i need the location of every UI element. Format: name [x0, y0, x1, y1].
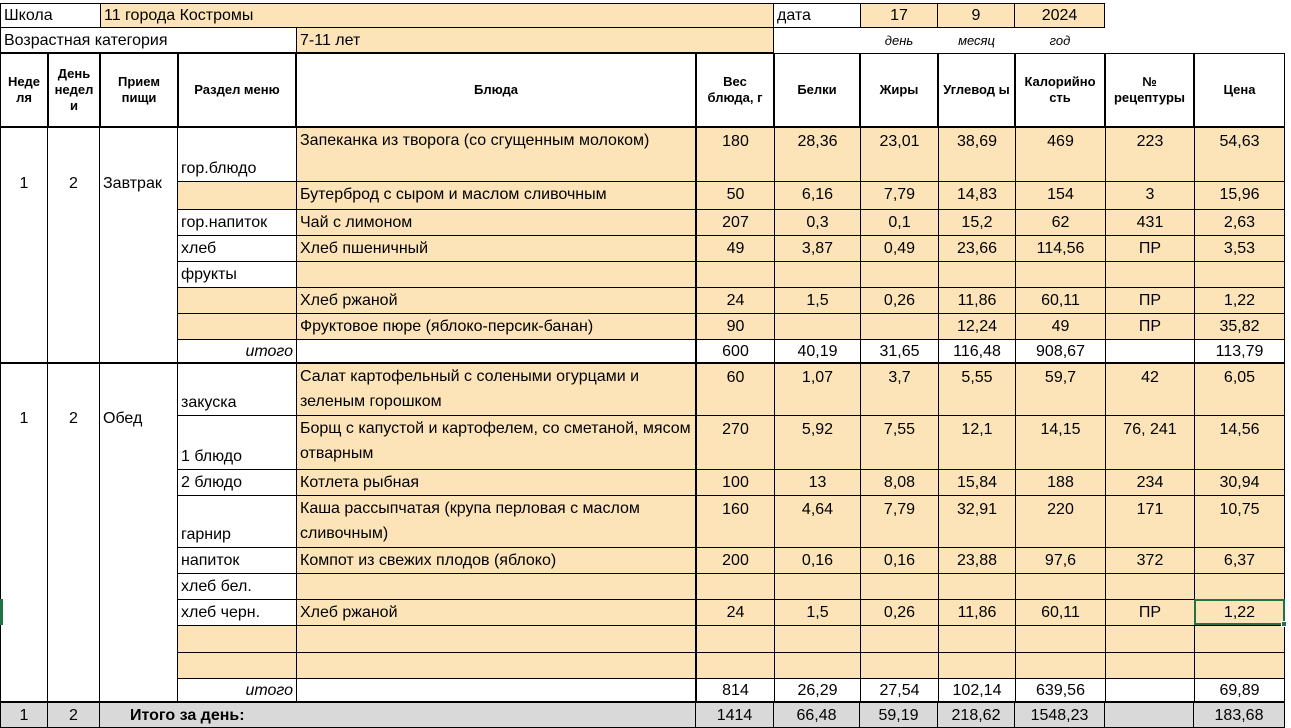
column-header-meal[interactable]: Прием пищи [100, 53, 178, 127]
subtotal-price-cell[interactable]: 69,89 [1194, 678, 1285, 702]
fat-cell[interactable]: 0,1 [860, 209, 938, 235]
day-total-fat-cell[interactable]: 59,19 [860, 702, 938, 728]
carbs-cell[interactable] [938, 652, 1015, 678]
section-cell[interactable] [178, 181, 296, 209]
age-value-cell[interactable]: 7-11 лет [296, 28, 774, 53]
calories-cell[interactable]: 97,6 [1015, 547, 1105, 573]
dish-cell[interactable]: Фруктовое пюре (яблоко-персик-банан) [296, 313, 696, 339]
calories-cell[interactable]: 220 [1015, 495, 1105, 547]
dish-cell[interactable]: Салат картофельный с солеными огурцами и зеленым горошком [296, 363, 696, 415]
dish-cell[interactable]: Хлеб ржаной [296, 287, 696, 313]
year-caption-cell[interactable]: год [1049, 32, 1071, 48]
weight-cell[interactable] [696, 573, 774, 599]
day-total-protein-cell[interactable]: 66,48 [774, 702, 860, 728]
recipe-cell[interactable] [1105, 261, 1194, 287]
weight-cell[interactable]: 90 [696, 313, 774, 339]
fat-cell[interactable] [860, 625, 938, 652]
subtotal-fat-cell[interactable]: 27,54 [860, 678, 938, 702]
day-total-price-cell[interactable]: 183,68 [1194, 702, 1285, 728]
price-cell[interactable]: 1,22 [1194, 599, 1285, 625]
subtotal-carbs-cell[interactable]: 102,14 [938, 678, 1015, 702]
price-cell[interactable]: 54,63 [1194, 127, 1285, 181]
carbs-cell[interactable]: 38,69 [938, 127, 1015, 181]
price-cell[interactable]: 3,53 [1194, 235, 1285, 261]
merged-cell-text: 2 [69, 409, 78, 427]
fat-cell[interactable] [860, 573, 938, 599]
dish-cell[interactable] [296, 625, 696, 652]
selected-cell-outline [1194, 599, 1285, 625]
weight-cell[interactable]: 50 [696, 181, 774, 209]
column-header-day-of-week[interactable]: День недел и [48, 53, 100, 127]
carbs-cell[interactable]: 11,86 [938, 599, 1015, 625]
protein-cell[interactable]: 1,07 [774, 363, 860, 415]
carbs-cell[interactable] [938, 261, 1015, 287]
fat-cell[interactable]: 0,49 [860, 235, 938, 261]
subtotal-protein-cell[interactable]: 40,19 [774, 339, 860, 363]
carbs-cell[interactable]: 23,88 [938, 547, 1015, 573]
dish-cell[interactable]: Запеканка из творога (со сгущенным молоком) [296, 127, 696, 181]
calories-cell[interactable]: 60,11 [1015, 287, 1105, 313]
weight-cell[interactable]: 207 [696, 209, 774, 235]
subtotal-recipe-cell[interactable] [1105, 339, 1194, 363]
weight-cell[interactable] [696, 652, 774, 678]
recipe-cell[interactable]: 372 [1105, 547, 1194, 573]
date-month-cell[interactable]: 9 [938, 3, 1015, 28]
calories-cell[interactable] [1015, 573, 1105, 599]
subtotal-recipe-cell[interactable] [1105, 678, 1194, 702]
weight-cell[interactable] [696, 261, 774, 287]
breakfast-week-cell[interactable] [0, 127, 48, 363]
recipe-cell[interactable]: ПР [1105, 235, 1194, 261]
breakfast-meal-cell[interactable] [100, 127, 178, 363]
protein-cell[interactable] [774, 625, 860, 652]
merged-cell-text: 2 [69, 174, 78, 192]
recipe-cell[interactable]: 76, 241 [1105, 415, 1194, 469]
fat-cell[interactable] [860, 261, 938, 287]
carbs-cell[interactable]: 23,66 [938, 235, 1015, 261]
recipe-cell[interactable]: 171 [1105, 495, 1194, 547]
section-cell[interactable]: 2 блюдо [178, 469, 296, 495]
subtotal-empty-cell[interactable] [296, 339, 696, 363]
lunch-day-cell[interactable] [48, 363, 100, 702]
fat-cell[interactable]: 8,08 [860, 469, 938, 495]
day-total-calories-cell[interactable]: 1548,23 [1015, 702, 1105, 728]
fat-cell[interactable]: 7,55 [860, 415, 938, 469]
column-header-section[interactable]: Раздел меню [178, 53, 296, 127]
price-cell[interactable] [1194, 625, 1285, 652]
price-cell[interactable] [1194, 652, 1285, 678]
column-header-carbs[interactable]: Углевод ы [938, 53, 1015, 127]
subtotal-protein-cell[interactable]: 26,29 [774, 678, 860, 702]
price-cell[interactable] [1194, 573, 1285, 599]
protein-cell[interactable]: 1,5 [774, 599, 860, 625]
subtotal-calories-cell[interactable]: 639,56 [1015, 678, 1105, 702]
protein-cell[interactable]: 0,16 [774, 547, 860, 573]
protein-cell[interactable]: 4,64 [774, 495, 860, 547]
dish-cell[interactable] [296, 573, 696, 599]
date-label-cell[interactable]: дата [774, 3, 860, 28]
price-cell[interactable]: 2,63 [1194, 209, 1285, 235]
price-cell[interactable]: 6,05 [1194, 363, 1285, 415]
calories-cell[interactable]: 469 [1015, 127, 1105, 181]
merged-cell-text: Завтрак [103, 174, 162, 192]
price-cell[interactable]: 14,56 [1194, 415, 1285, 469]
price-cell[interactable]: 30,94 [1194, 469, 1285, 495]
column-header-recipe[interactable]: № рецептуры [1105, 53, 1194, 127]
protein-cell[interactable]: 0,3 [774, 209, 860, 235]
protein-cell[interactable]: 5,92 [774, 415, 860, 469]
section-cell[interactable]: закуска [178, 363, 296, 415]
carbs-cell[interactable]: 15,2 [938, 209, 1015, 235]
section-cell[interactable]: напиток [178, 547, 296, 573]
recipe-cell[interactable]: ПР [1105, 287, 1194, 313]
section-cell[interactable] [178, 652, 296, 678]
dish-cell[interactable]: Бутерброд с сыром и маслом сливочным [296, 181, 696, 209]
column-header-fat[interactable]: Жиры [860, 53, 938, 127]
calories-cell[interactable] [1015, 625, 1105, 652]
carbs-cell[interactable]: 12,1 [938, 415, 1015, 469]
protein-cell[interactable]: 28,36 [774, 127, 860, 181]
protein-cell[interactable]: 1,5 [774, 287, 860, 313]
weight-cell[interactable]: 49 [696, 235, 774, 261]
weight-cell[interactable]: 24 [696, 287, 774, 313]
date-year-cell[interactable]: 2024 [1015, 3, 1105, 28]
weight-cell[interactable]: 270 [696, 415, 774, 469]
fat-cell[interactable] [860, 313, 938, 339]
subtotal-weight-cell[interactable]: 814 [696, 678, 774, 702]
dish-cell[interactable]: Котлета рыбная [296, 469, 696, 495]
fat-cell[interactable]: 0,16 [860, 547, 938, 573]
subtotal-fat-cell[interactable]: 31,65 [860, 339, 938, 363]
calories-cell[interactable]: 62 [1015, 209, 1105, 235]
calories-cell[interactable]: 14,15 [1015, 415, 1105, 469]
day-total-carbs-cell[interactable]: 218,62 [938, 702, 1015, 728]
day-total-recipe-cell[interactable] [1105, 702, 1194, 728]
column-header-protein[interactable]: Белки [774, 53, 860, 127]
section-cell[interactable] [178, 313, 296, 339]
protein-cell[interactable] [774, 573, 860, 599]
dish-cell[interactable]: Компот из свежих плодов (яблоко) [296, 547, 696, 573]
protein-cell[interactable]: 3,87 [774, 235, 860, 261]
recipe-cell[interactable]: 223 [1105, 127, 1194, 181]
calories-cell[interactable]: 188 [1015, 469, 1105, 495]
recipe-cell[interactable] [1105, 573, 1194, 599]
column-header-week[interactable]: Неде ля [0, 53, 48, 127]
protein-cell[interactable] [774, 652, 860, 678]
price-cell[interactable]: 15,96 [1194, 181, 1285, 209]
carbs-cell[interactable]: 11,86 [938, 287, 1015, 313]
month-caption-cell[interactable]: месяц [958, 32, 995, 48]
protein-cell[interactable] [774, 261, 860, 287]
calories-cell[interactable]: 60,11 [1015, 599, 1105, 625]
column-header-calories[interactable]: Калорийно сть [1015, 53, 1105, 127]
dish-cell[interactable]: Каша рассыпчатая (крупа перловая с маслом сливочным) [296, 495, 696, 547]
day-total-week-cell[interactable]: 1 [0, 702, 48, 728]
section-cell[interactable]: гарнир [178, 495, 296, 547]
fat-cell[interactable]: 0,26 [860, 287, 938, 313]
day-total-day-cell[interactable]: 2 [48, 702, 100, 728]
weight-cell[interactable]: 100 [696, 469, 774, 495]
weight-cell[interactable]: 24 [696, 599, 774, 625]
weight-cell[interactable]: 180 [696, 127, 774, 181]
subtotal-label-cell[interactable]: итого [178, 678, 296, 702]
fat-cell[interactable]: 7,79 [860, 495, 938, 547]
fat-cell[interactable] [860, 652, 938, 678]
price-cell[interactable]: 1,22 [1194, 287, 1285, 313]
weight-cell[interactable]: 200 [696, 547, 774, 573]
price-cell[interactable] [1194, 261, 1285, 287]
calories-cell[interactable]: 114,56 [1015, 235, 1105, 261]
lunch-meal-cell[interactable] [100, 363, 178, 702]
section-cell[interactable]: гор.блюдо [178, 127, 296, 181]
calories-cell[interactable]: 59,7 [1015, 363, 1105, 415]
day-total-weight-cell[interactable]: 1414 [696, 702, 774, 728]
subtotal-label-cell[interactable]: итого [178, 339, 296, 363]
merged-cell-text: 1 [19, 409, 29, 427]
carbs-cell[interactable] [938, 625, 1015, 652]
price-cell[interactable]: 10,75 [1194, 495, 1285, 547]
dish-cell[interactable] [296, 261, 696, 287]
dish-cell[interactable]: Борщ с капустой и картофелем, со сметаной, мясом отварным [296, 415, 696, 469]
recipe-cell[interactable]: 234 [1105, 469, 1194, 495]
calories-cell[interactable] [1015, 652, 1105, 678]
school-label-cell[interactable]: Школа [0, 3, 100, 28]
carbs-cell[interactable]: 15,84 [938, 469, 1015, 495]
carbs-cell[interactable]: 5,55 [938, 363, 1015, 415]
recipe-cell[interactable]: 3 [1105, 181, 1194, 209]
fat-cell[interactable]: 3,7 [860, 363, 938, 415]
merged-cell-text: Обед [103, 409, 143, 427]
section-cell[interactable]: хлеб [178, 235, 296, 261]
recipe-cell[interactable]: 42 [1105, 363, 1194, 415]
weight-cell[interactable] [696, 625, 774, 652]
recipe-cell[interactable]: 431 [1105, 209, 1194, 235]
section-cell[interactable]: хлеб черн. [178, 599, 296, 625]
fat-cell[interactable]: 23,01 [860, 127, 938, 181]
lunch-week-cell[interactable] [0, 363, 48, 702]
recipe-cell[interactable]: ПР [1105, 313, 1194, 339]
section-cell[interactable] [178, 625, 296, 652]
column-header-dishes[interactable]: Блюда [296, 53, 696, 127]
price-cell[interactable]: 35,82 [1194, 313, 1285, 339]
day-caption-cell[interactable]: день [884, 32, 914, 48]
active-row-marker [0, 599, 3, 625]
dish-cell[interactable] [296, 652, 696, 678]
day-total-label-cell[interactable]: Итого за день: [100, 702, 696, 728]
section-cell[interactable]: 1 блюдо [178, 415, 296, 469]
calories-cell[interactable]: 49 [1015, 313, 1105, 339]
dish-cell[interactable]: Хлеб ржаной [296, 599, 696, 625]
carbs-cell[interactable]: 32,91 [938, 495, 1015, 547]
subtotal-price-cell[interactable]: 113,79 [1194, 339, 1285, 363]
fat-cell[interactable]: 0,26 [860, 599, 938, 625]
subtotal-empty-cell[interactable] [296, 678, 696, 702]
calories-cell[interactable] [1015, 261, 1105, 287]
protein-cell[interactable]: 13 [774, 469, 860, 495]
subtotal-calories-cell[interactable]: 908,67 [1015, 339, 1105, 363]
protein-cell[interactable] [774, 313, 860, 339]
recipe-cell[interactable]: ПР [1105, 599, 1194, 625]
calories-cell[interactable]: 154 [1015, 181, 1105, 209]
age-label-cell[interactable]: Возрастная категория [0, 28, 296, 53]
column-header-price[interactable]: Цена [1194, 53, 1285, 127]
date-day-cell[interactable]: 17 [860, 3, 938, 28]
carbs-cell[interactable]: 14,83 [938, 181, 1015, 209]
weight-cell[interactable]: 160 [696, 495, 774, 547]
carbs-cell[interactable]: 12,24 [938, 313, 1015, 339]
subtotal-weight-cell[interactable]: 600 [696, 339, 774, 363]
dish-cell[interactable]: Хлеб пшеничный [296, 235, 696, 261]
protein-cell[interactable]: 6,16 [774, 181, 860, 209]
section-cell[interactable]: фрукты [178, 261, 296, 287]
section-cell[interactable]: гор.напиток [178, 209, 296, 235]
recipe-cell[interactable] [1105, 625, 1194, 652]
merged-cell-text: 1 [19, 174, 29, 192]
dish-cell[interactable]: Чай с лимоном [296, 209, 696, 235]
weight-cell[interactable]: 60 [696, 363, 774, 415]
fat-cell[interactable]: 7,79 [860, 181, 938, 209]
carbs-cell[interactable] [938, 573, 1015, 599]
breakfast-day-cell[interactable] [48, 127, 100, 363]
recipe-cell[interactable] [1105, 652, 1194, 678]
fill-handle[interactable] [1281, 621, 1287, 627]
subtotal-carbs-cell[interactable]: 116,48 [938, 339, 1015, 363]
school-name-cell[interactable]: 11 города Костромы [100, 3, 774, 28]
section-cell[interactable]: хлеб бел. [178, 573, 296, 599]
price-cell[interactable]: 6,37 [1194, 547, 1285, 573]
column-header-weight[interactable]: Вес блюда, г [696, 53, 774, 127]
section-cell[interactable] [178, 287, 296, 313]
